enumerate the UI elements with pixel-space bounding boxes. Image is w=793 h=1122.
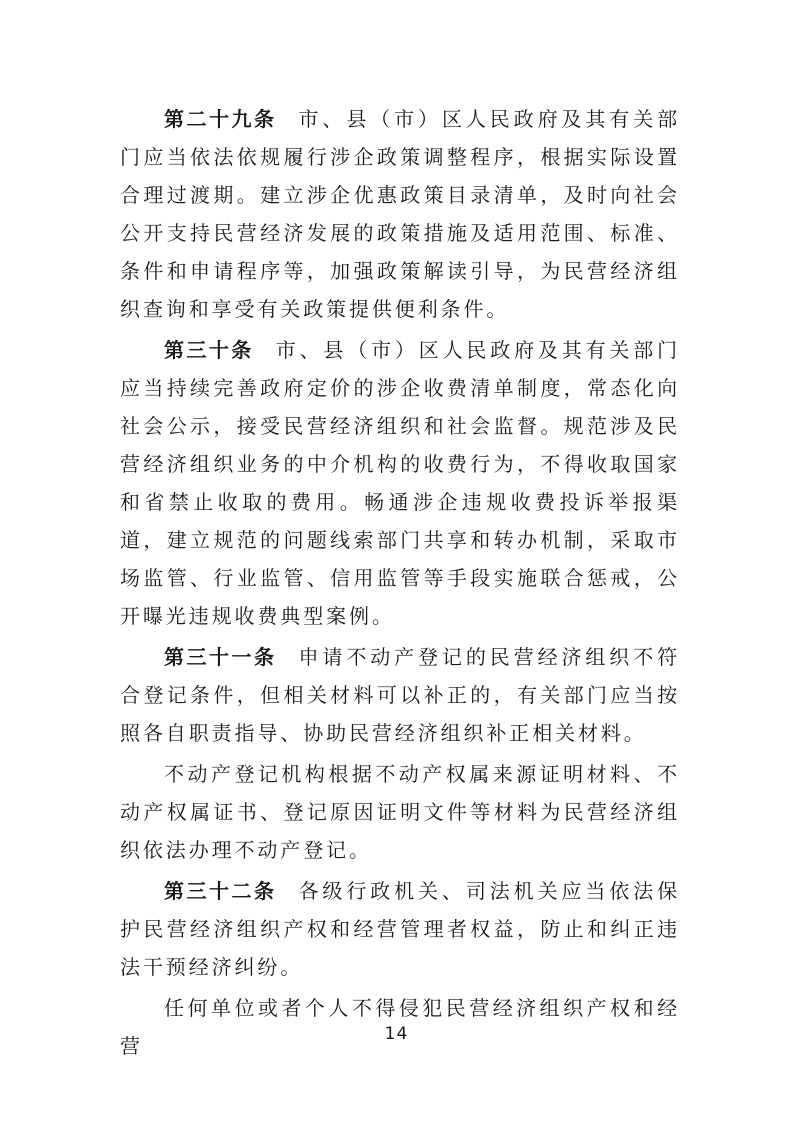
article-32-paragraph [120, 872, 680, 986]
article-32-heading: 第三十二条 [164, 879, 277, 903]
article-29-text: 市、县（市）区人民政府及其有关部门应当依法依规履行涉企政策调整程序，根据实际设置合理过渡期。建立涉企优惠政策目录清单，及时向社会公开支持民营经济发展的政策措施及适用范围、标准、条件和申请程序等，加强政策解读引导，为民营经济组织查询和享受有关政策提供便利条件。 [120, 107, 681, 321]
document-body [120, 100, 680, 1068]
article-31-paragraph [120, 638, 680, 752]
article-32-text: 各级行政机关、司法机关应当依法保护民营经济组织产权和经营管理者权益，防止和纠正违法干预经济纠纷。 [120, 879, 681, 979]
article-30-text: 市、县（市）区人民政府及其有关部门应当持续完善政府定价的涉企收费清单制度，常态化向社会公示，接受民营经济组织和社会监督。规范涉及民营经济组织业务的中介机构的收费行为，不得收取国家和省禁止收取的费用。畅通涉企违规收费投诉举报渠道，建立规范的问题线索部门共享和转办机制，采取市场监管、行业监管、信用监管等手段实施联合惩戒，公开曝光违规收费典型案例。 [120, 338, 680, 628]
article-30-heading: 第三十条 [164, 338, 254, 362]
article-29-heading: 第二十九条 [164, 107, 277, 131]
article-32-continuation-text: 任何单位或者个人不得侵犯民营经济组织产权和经营 [120, 996, 680, 1058]
article-31-text: 申请不动产登记的民营经济组织不符合登记条件，但相关材料可以补正的，有关部门应当按照各自职责指导、协助民营经济组织补正相关材料。 [120, 645, 681, 745]
article-31-continuation-paragraph [120, 755, 680, 869]
page-number: 14 [384, 1024, 409, 1044]
article-30-paragraph [120, 331, 680, 635]
article-31-continuation-text: 不动产登记机构根据不动产权属来源证明材料、不动产权属证书、登记原因证明文件等材料为民营经济组织依法办理不动产登记。 [120, 762, 680, 862]
article-31-heading: 第三十一条 [164, 645, 277, 669]
article-29-paragraph [120, 100, 680, 328]
